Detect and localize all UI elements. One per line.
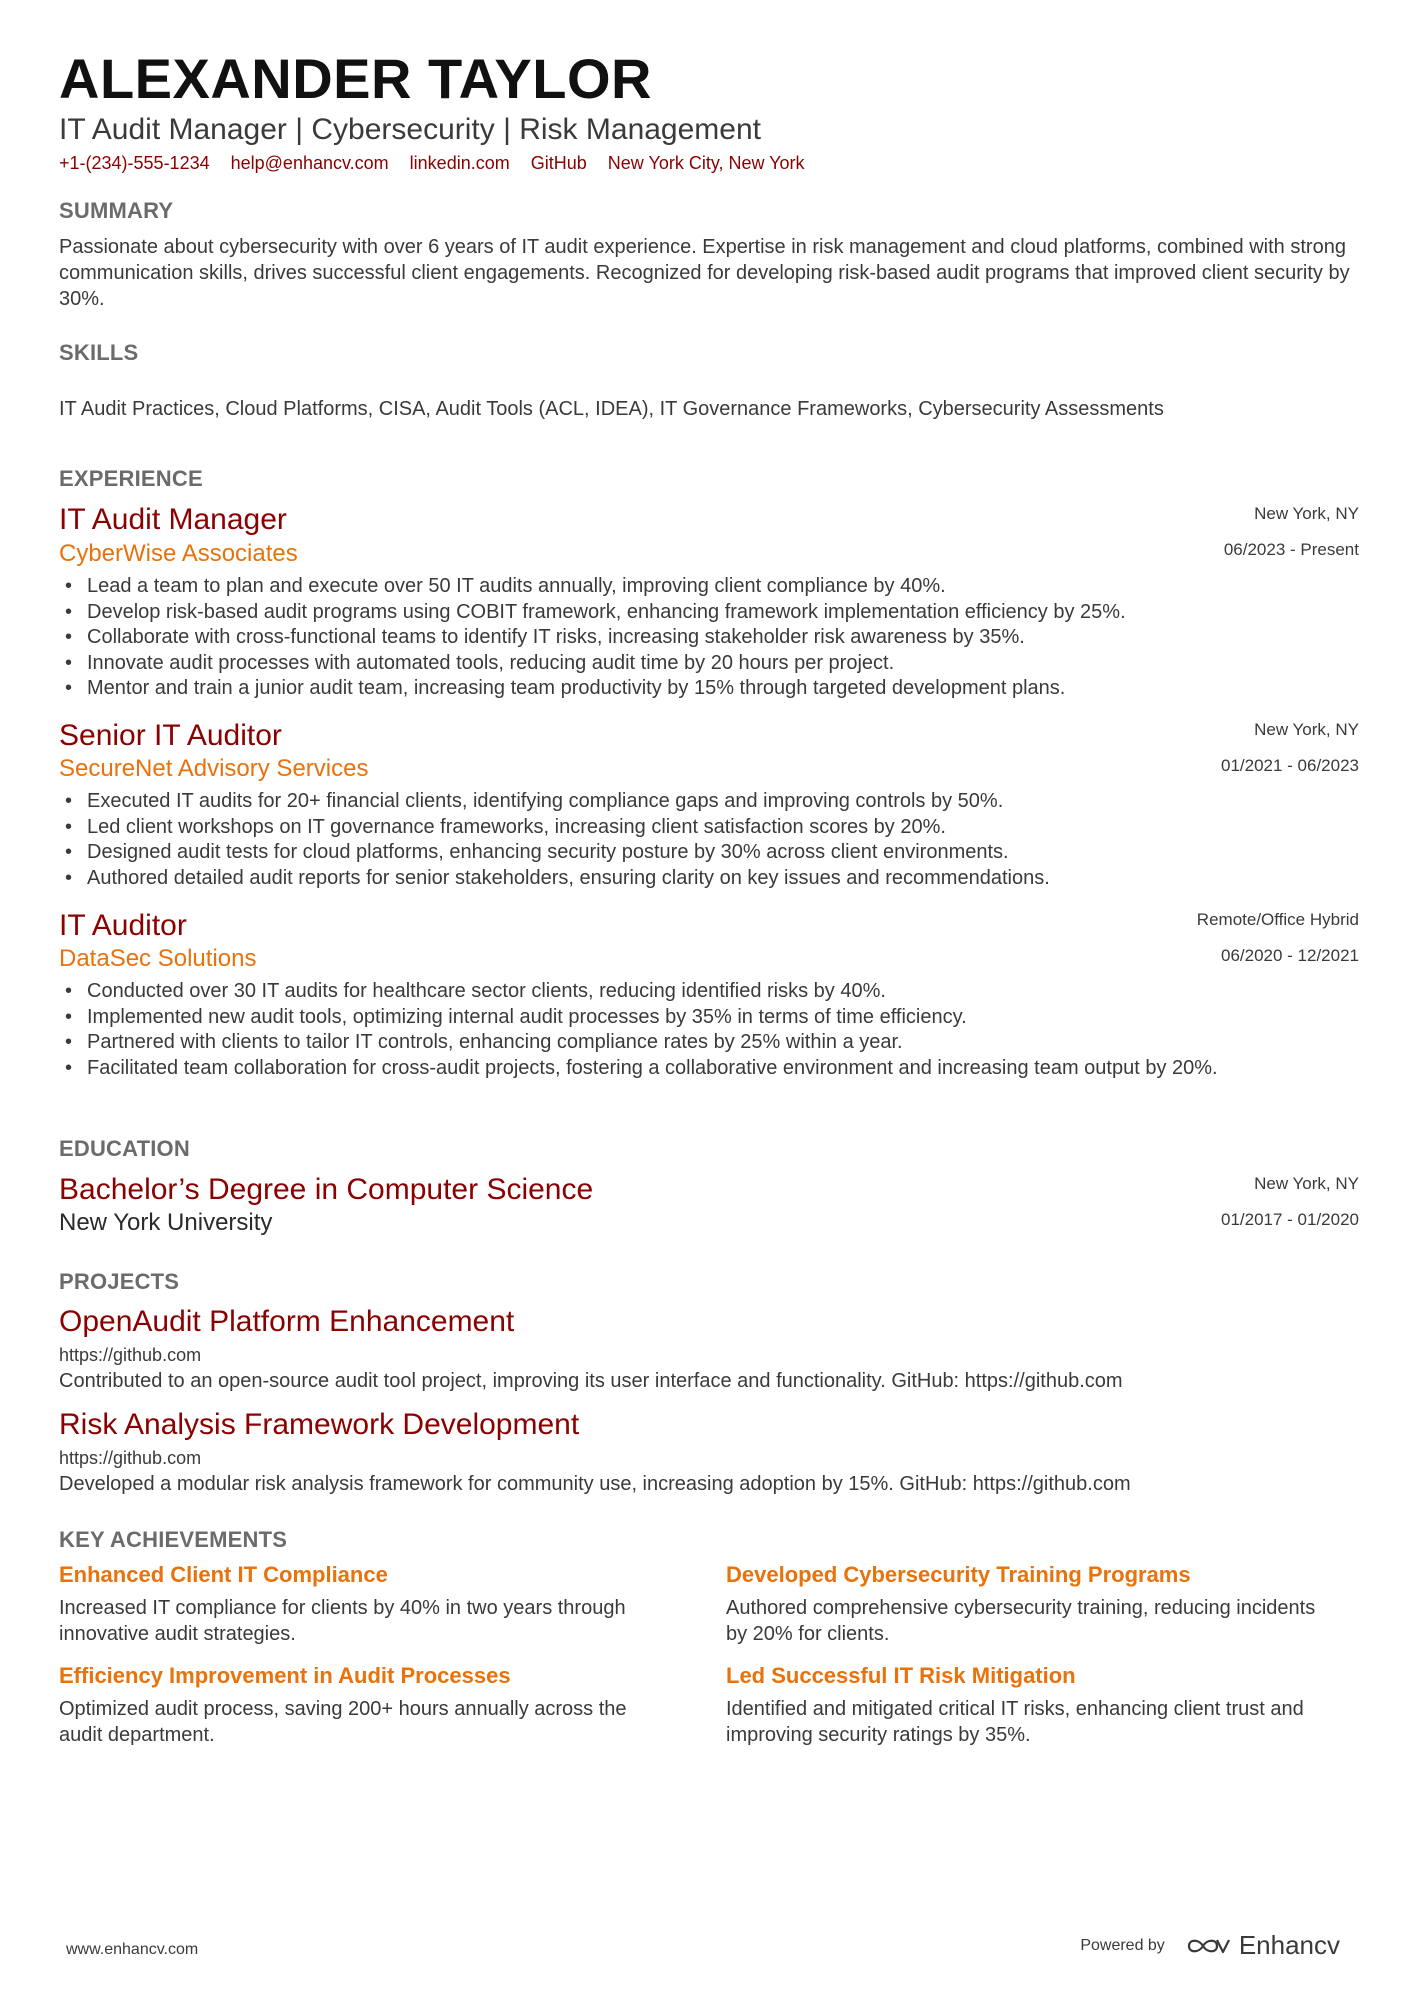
achievement-item <box>59 1662 659 1748</box>
achievement-title: Led Successful IT Risk Mitigation <box>726 1663 1076 1688</box>
list-item: • Conducted over 30 IT audits for healthcare sector clients, reducing identified risks by 40%. <box>87 979 1387 1005</box>
job-dates: 06/2020 - 12/2021 <box>1220 946 1359 965</box>
footer-branding <box>1080 1930 1340 1961</box>
powered-by-label: Powered by <box>1080 1936 1165 1954</box>
list-item: • Innovate audit processes with automated tools, reducing audit time by 20 hours per project. <box>87 651 1387 677</box>
project-description: Developed a modular risk analysis framework for community use, increasing adoption by 15%. GitHub: https://github.com <box>59 1473 1131 1495</box>
enhancv-logo-icon <box>1185 1934 1231 1958</box>
list-item: • Facilitated team collaboration for cross-audit projects, fostering a collaborative environment and increasing team output by 20%. <box>87 1056 1387 1082</box>
job-bullets <box>59 574 1387 702</box>
candidate-headline: IT Audit Manager | Cybersecurity | Risk Management <box>59 113 761 146</box>
job-bullets <box>59 789 1387 891</box>
list-item: • Designed audit tests for cloud platforms, enhancing security posture by 30% across client environments. <box>87 840 1387 866</box>
job-bullets <box>59 979 1387 1081</box>
contact-bar <box>59 152 821 174</box>
contact-phone[interactable]: +1-(234)-555-1234 <box>59 153 210 173</box>
contact-email[interactable]: help@enhancv.com <box>230 153 389 173</box>
list-item: • Authored detailed audit reports for senior stakeholders, ensuring clarity on key issues and recommendations. <box>87 866 1387 892</box>
summary-text: Passionate about cybersecurity with over 6 years of IT audit experience. Expertise in risk management and cloud platforms, combined with strong communication skills, drives successful client engagements. Recognized for developing risk-based audit programs that improved client security by 30%. <box>59 236 1350 310</box>
project-title: OpenAudit Platform Enhancement <box>59 1305 515 1338</box>
list-item: • Implemented new audit tools, optimizing internal audit processes by 35% in terms of time efficiency. <box>87 1005 1387 1031</box>
list-item: • Led client workshops on IT governance frameworks, increasing client satisfaction scores by 20%. <box>87 815 1387 841</box>
job-title: Senior IT Auditor <box>59 719 282 752</box>
job-title: IT Auditor <box>59 909 187 942</box>
education-location: New York, NY <box>1254 1174 1359 1193</box>
achievement-title: Efficiency Improvement in Audit Processes <box>59 1663 511 1688</box>
education-school: New York University <box>59 1209 273 1236</box>
achievement-description: Authored comprehensive cybersecurity training, reducing incidents by 20% for clients. <box>726 1597 1316 1645</box>
achievement-description: Increased IT compliance for clients by 40% in two years through innovative audit strategies. <box>59 1597 626 1645</box>
project-description: Contributed to an open-source audit tool project, improving its user interface and functionality. GitHub: https://github.com <box>59 1370 1123 1392</box>
contact-linkedin[interactable]: linkedin.com <box>409 153 510 173</box>
contact-location: New York City, New York <box>607 153 805 173</box>
skills-heading: SKILLS <box>59 340 139 365</box>
achievement-item <box>726 1662 1326 1748</box>
job-dates: 01/2021 - 06/2023 <box>1220 756 1359 775</box>
achievement-item <box>726 1561 1326 1647</box>
education-heading: EDUCATION <box>59 1136 190 1161</box>
job-location: Remote/Office Hybrid <box>1196 910 1359 929</box>
project-link[interactable]: https://github.com <box>59 1345 202 1365</box>
achievement-description: Optimized audit process, saving 200+ hours annually across the audit department. <box>59 1698 627 1746</box>
contact-github[interactable]: GitHub <box>530 153 587 173</box>
list-item: • Executed IT audits for 20+ financial clients, identifying compliance gaps and improving controls by 50%. <box>87 789 1387 815</box>
job-company: CyberWise Associates <box>59 540 298 567</box>
job-location: New York, NY <box>1254 504 1359 523</box>
project-link[interactable]: https://github.com <box>59 1448 202 1468</box>
education-degree: Bachelor’s Degree in Computer Science <box>59 1173 594 1206</box>
achievement-title: Developed Cybersecurity Training Programs <box>726 1562 1191 1587</box>
projects-heading: PROJECTS <box>59 1269 180 1294</box>
list-item: • Collaborate with cross-functional teams to identify IT risks, increasing stakeholder risk awareness by 35%. <box>87 625 1387 651</box>
list-item: • Mentor and train a junior audit team, increasing team productivity by 15% through targeted development plans. <box>87 676 1387 702</box>
job-location: New York, NY <box>1254 720 1359 739</box>
job-company: SecureNet Advisory Services <box>59 755 369 782</box>
footer-website[interactable]: www.enhancv.com <box>66 1941 199 1958</box>
summary-heading: SUMMARY <box>59 198 174 223</box>
list-item: • Lead a team to plan and execute over 50 IT audits annually, improving client compliance by 40%. <box>87 574 1387 600</box>
achievement-description: Identified and mitigated critical IT risks, enhancing client trust and improving security ratings by 35%. <box>726 1698 1304 1746</box>
job-title: IT Audit Manager <box>59 503 287 536</box>
list-item: • Develop risk-based audit programs using COBIT framework, enhancing framework implementation efficiency by 25%. <box>87 600 1387 626</box>
achievement-title: Enhanced Client IT Compliance <box>59 1562 388 1587</box>
enhancv-logo-text: Enhancv <box>1238 1930 1340 1960</box>
enhancv-logo[interactable] <box>1185 1930 1340 1961</box>
education-dates: 01/2017 - 01/2020 <box>1220 1210 1359 1229</box>
project-title: Risk Analysis Framework Development <box>59 1408 580 1441</box>
skills-text: IT Audit Practices, Cloud Platforms, CISA, Audit Tools (ACL, IDEA), IT Governance Frameworks, Cybersecurity Assessments <box>59 398 1164 420</box>
achievement-item <box>59 1561 659 1647</box>
achievements-heading: KEY ACHIEVEMENTS <box>59 1527 288 1552</box>
candidate-name: ALEXANDER TAYLOR <box>59 47 652 110</box>
job-company: DataSec Solutions <box>59 945 257 972</box>
job-dates: 06/2023 - Present <box>1223 540 1359 559</box>
experience-heading: EXPERIENCE <box>59 466 203 491</box>
list-item: • Partnered with clients to tailor IT controls, enhancing compliance rates by 25% within a year. <box>87 1030 1387 1056</box>
